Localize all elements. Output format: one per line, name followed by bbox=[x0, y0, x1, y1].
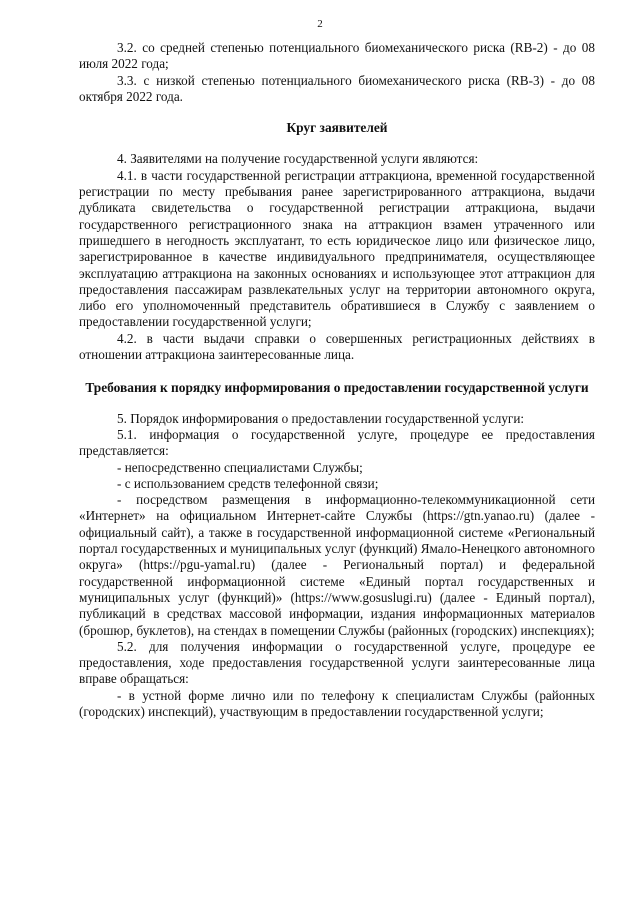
list-item-oral-form: - в устной форме лично или по телефону к специалистам Службы (районных (городских) инспекций), участвующим в предоставлении государственной услуги; bbox=[79, 687, 595, 719]
paragraph-5-2: 5.2. для получения информации о государственной услуге, процедуре ее предоставления, ходе предоставления государственной услуги заинтересованные лица вправе обращаться: bbox=[79, 638, 595, 687]
paragraph-4-2: 4.2. в части выдачи справки о совершенных регистрационных действиях в отношении аттракциона заинтересованные лица. bbox=[79, 330, 595, 363]
paragraph-3-3: 3.3. с низкой степенью потенциального биомеханического риска (RB-3) - до 08 октября 2022 года. bbox=[79, 72, 595, 104]
page-number: 2 bbox=[317, 18, 323, 30]
paragraph-3-2: 3.2. со средней степенью потенциального биомеханического риска (RB-2) - до 08 июля 2022 года; bbox=[79, 40, 595, 72]
document-body bbox=[79, 40, 595, 720]
list-item-internet: - посредством размещения в информационно-телекоммуникационной сети «Интернет» на официальном Интернет-сайте Службы (https://gtn.yanao.ru) (далее - официальный сайт), а также в государственной информационной системе «Региональный портал государственных и муниципальных услуг (функций) Ямало-Ненецкого автономного округа» (https://pgu-yamal.ru) (далее - Региональный портал) и федеральной государственной информационной системе «Единый портал государственных и муниципальных услуг (функций)» (https://www.gosuslugi.ru) (далее - Единый портал), публикаций в средствах массовой информации, издания информационных материалов (брошюр, буклетов), на стендах в помещении Службы (районных (городских) инспекциях); bbox=[79, 492, 595, 638]
heading-informing-requirements: Требования к порядку информирования о предоставлении государственной услуги bbox=[85, 380, 589, 396]
heading-applicants: Круг заявителей bbox=[286, 120, 388, 136]
paragraph-5-1: 5.1. информация о государственной услуге, процедуре ее предоставления представляется: bbox=[79, 426, 595, 459]
paragraph-5: 5. Порядок информирования о предоставлении государственной услуги: bbox=[117, 410, 525, 426]
list-item-specialists: - непосредственно специалистами Службы; bbox=[117, 459, 363, 475]
paragraph-4: 4. Заявителями на получение государственной услуги являются: bbox=[117, 151, 479, 167]
paragraph-4-1: 4.1. в части государственной регистрации аттракциона, временной государственной регистрации по месту пребывания ранее зарегистрированного аттракциона, выдачи дубликата свидетельства о государственной регистрации аттракциона, выдачи государственного регистрационного знака на аттракцион взамен утраченного или пришедшего в негодность эксплуатант, то есть юридическое лицо или физическое лицо, зарегистрированное в качестве индивидуального предпринимателя, осуществляющее эксплуатацию аттракциона на законных основаниях и использующее этот аттракцион для предоставления пассажирам развлекательных услуг на территории автономного округа, либо его уполномоченный представитель обратившиеся в Службу с заявлением о предоставлении государственной услуги; bbox=[79, 167, 595, 330]
list-item-telephone: - с использованием средств телефонной связи; bbox=[117, 475, 379, 491]
